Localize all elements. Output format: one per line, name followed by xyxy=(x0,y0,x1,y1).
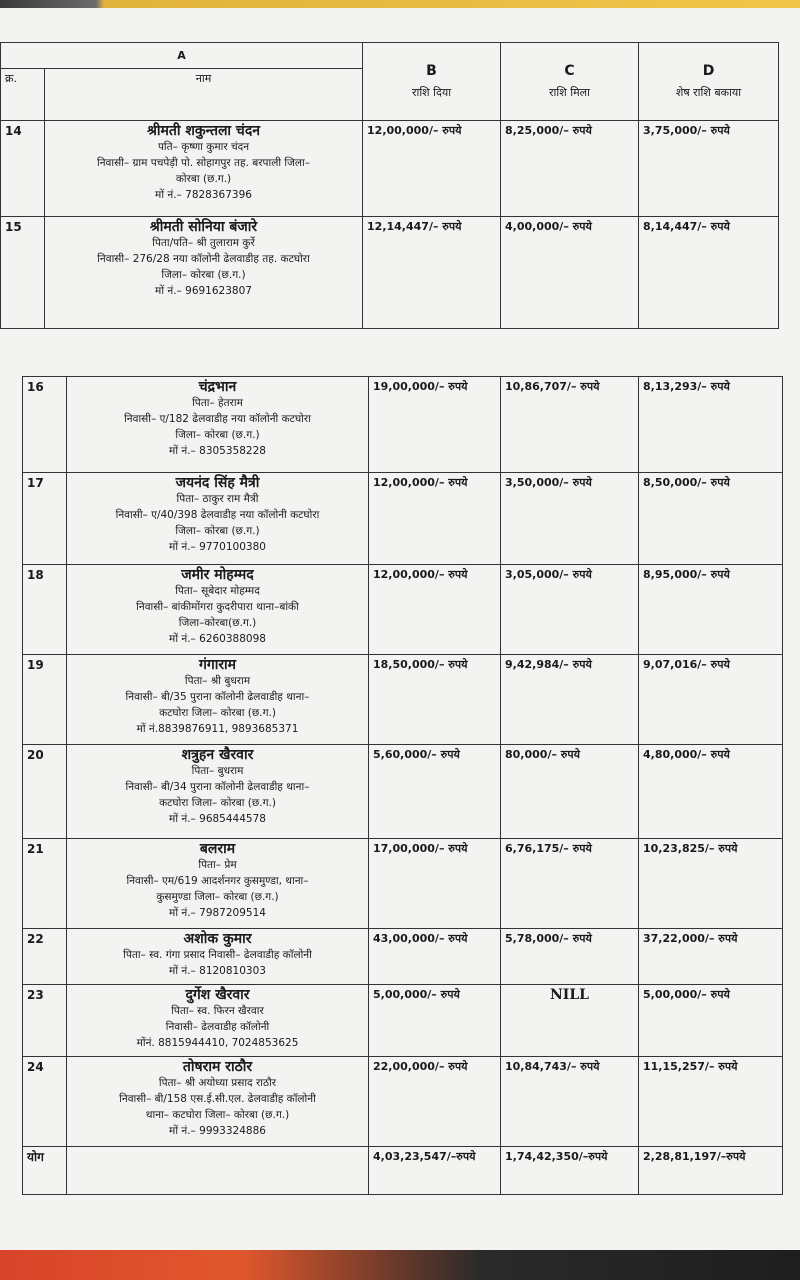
serial-number: 15 xyxy=(1,217,45,329)
person-cell xyxy=(67,565,369,655)
amount-b: 43,00,000/– रुपये xyxy=(369,929,501,985)
amount-d: 8,50,000/– रुपये xyxy=(639,473,783,565)
person-name: दुर्गेश खैरवार xyxy=(185,987,250,1003)
person-detail-l4: मों नं.– 8305358228 xyxy=(169,445,266,457)
amount-d: 3,75,000/– रुपये xyxy=(639,121,779,217)
amount-b: 5,00,000/– रुपये xyxy=(369,985,501,1057)
person-cell xyxy=(67,839,369,929)
total-amount-d: 2,28,81,197/–रुपये xyxy=(639,1147,783,1195)
table-row xyxy=(23,745,783,839)
bottom-table xyxy=(22,376,783,1195)
person-name: गंगाराम xyxy=(198,657,237,673)
person-cell xyxy=(67,655,369,745)
person-detail-l4: मों नं.– 7987209514 xyxy=(169,907,266,919)
person-detail-l3: कटघोरा जिला– कोरबा (छ.ग.) xyxy=(159,707,276,719)
person-cell xyxy=(67,377,369,473)
amount-b: 22,00,000/– रुपये xyxy=(369,1057,501,1147)
amount-b: 17,00,000/– रुपये xyxy=(369,839,501,929)
amount-b: 19,00,000/– रुपये xyxy=(369,377,501,473)
col-d-label: शेष राशि बकाया xyxy=(675,85,742,99)
person-cell xyxy=(67,1057,369,1147)
table-row xyxy=(23,839,783,929)
person-detail-l4: मों नं.– 9770100380 xyxy=(169,541,266,553)
amount-b: 12,00,000/– रुपये xyxy=(369,473,501,565)
serial-number: 16 xyxy=(23,377,67,473)
person-cell xyxy=(67,745,369,839)
person-detail-l4: मों नं.8839876911, 9893685371 xyxy=(136,723,299,735)
top-table xyxy=(0,42,779,329)
col-d-letter: D xyxy=(702,62,715,79)
amount-d: 4,80,000/– रुपये xyxy=(639,745,783,839)
amount-b: 5,60,000/– रुपये xyxy=(369,745,501,839)
person-name: अशोक कुमार xyxy=(183,931,252,947)
person-detail-l3: मोंनं. 8815944410, 7024853625 xyxy=(136,1037,299,1049)
person-detail-l1: पिता– श्री अयोध्या प्रसाद राठौर xyxy=(158,1077,277,1089)
person-detail-l2: निवासी– 276/28 नया कॉलोनी ढेलवाडीह तह. कटघोरा xyxy=(97,253,310,265)
table-row xyxy=(1,217,779,329)
person-cell xyxy=(67,929,369,985)
person-detail-l3: जिला– कोरबा (छ.ग.) xyxy=(161,269,246,281)
serial-number: 23 xyxy=(23,985,67,1057)
person-detail-l2: निवासी– बी/158 एस.ई.सी.एल. ढेलवाडीह कॉलोनी xyxy=(119,1093,316,1105)
table-row xyxy=(23,929,783,985)
person-detail-l3: कटघोरा जिला– कोरबा (छ.ग.) xyxy=(159,797,276,809)
table-row xyxy=(23,377,783,473)
col-b-letter: B xyxy=(426,62,437,79)
col-c-label: राशि मिला xyxy=(549,85,590,99)
amount-d: 11,15,257/– रुपये xyxy=(639,1057,783,1147)
person-detail-l3: कोरबा (छ.ग.) xyxy=(175,173,232,185)
person-name: जयनंद सिंह मैत्री xyxy=(175,475,260,491)
person-detail-l4: मों नं.– 6260388098 xyxy=(169,633,266,645)
amount-d: 37,22,000/– रुपये xyxy=(639,929,783,985)
person-detail-l3: जिला–कोरबा(छ.ग.) xyxy=(178,617,257,629)
amount-d: 5,00,000/– रुपये xyxy=(639,985,783,1057)
bottom-edge-strip xyxy=(0,1250,800,1280)
serial-number: 20 xyxy=(23,745,67,839)
person-detail-l2: मों नं.– 8120810303 xyxy=(169,965,266,977)
person-detail-l1: पिता– हेतराम xyxy=(192,397,243,409)
col-a-header: A xyxy=(1,43,363,69)
person-detail-l1: पिता– श्री बुधराम xyxy=(184,675,251,687)
table-row xyxy=(1,121,779,217)
person-detail-l1: पिता– ठाकुर राम मैत्री xyxy=(176,493,259,505)
name-header: नाम xyxy=(45,69,363,121)
person-detail-l3: जिला– कोरबा (छ.ग.) xyxy=(175,525,260,537)
amount-b: 12,00,000/– रुपये xyxy=(369,565,501,655)
serial-header: क्र. xyxy=(1,69,45,121)
person-detail-l3: कुसमुण्डा जिला– कोरबा (छ.ग.) xyxy=(156,891,279,903)
amount-c: 10,86,707/– रुपये xyxy=(501,377,639,473)
person-cell xyxy=(45,217,363,329)
col-c-header xyxy=(501,43,639,121)
amount-b: 12,00,000/– रुपये xyxy=(363,121,501,217)
table-row xyxy=(23,985,783,1057)
person-name: शत्रुहन खैरवार xyxy=(181,747,254,763)
total-amount-c: 1,74,42,350/–रुपये xyxy=(501,1147,639,1195)
col-b-label: राशि दिया xyxy=(411,85,452,99)
amount-c: 9,42,984/– रुपये xyxy=(501,655,639,745)
person-detail-l1: पिता– सूबेदार मोहम्मद xyxy=(175,585,260,597)
person-detail-l1: पिता– प्रेम xyxy=(198,859,237,871)
person-name: श्रीमती शकुन्तला चंदन xyxy=(146,123,261,139)
amount-d: 9,07,016/– रुपये xyxy=(639,655,783,745)
amount-d: 10,23,825/– रुपये xyxy=(639,839,783,929)
col-d-header xyxy=(639,43,779,121)
person-detail-l2: निवासी– एम/619 आदर्शनगर कुसमुण्डा, थाना– xyxy=(126,875,309,887)
amount-c: 3,50,000/– रुपये xyxy=(501,473,639,565)
person-name: जमीर मोहम्मद xyxy=(181,567,254,583)
amount-b: 18,50,000/– रुपये xyxy=(369,655,501,745)
serial-number: 21 xyxy=(23,839,67,929)
amount-d: 8,13,293/– रुपये xyxy=(639,377,783,473)
amount-c: 5,78,000/– रुपये xyxy=(501,929,639,985)
person-detail-l2: निवासी– बांकीमोंगरा कुदरीपारा थाना–बांकी xyxy=(136,601,299,613)
amount-c: 6,76,175/– रुपये xyxy=(501,839,639,929)
amount-c: 3,05,000/– रुपये xyxy=(501,565,639,655)
amount-d: 8,14,447/– रुपये xyxy=(639,217,779,329)
serial-number: 24 xyxy=(23,1057,67,1147)
amount-c: 80,000/– रुपये xyxy=(501,745,639,839)
serial-number: 14 xyxy=(1,121,45,217)
person-detail-l1: पिता– बुधराम xyxy=(191,765,244,777)
person-detail-l4: मों नं.– 9691623807 xyxy=(155,285,252,297)
person-cell xyxy=(67,473,369,565)
serial-number: 22 xyxy=(23,929,67,985)
table-row xyxy=(23,655,783,745)
table-row xyxy=(23,565,783,655)
person-name: बलराम xyxy=(199,841,236,857)
amount-c: 8,25,000/– रुपये xyxy=(501,121,639,217)
person-detail-l1: पिता– स्व. फिरन खैरवार xyxy=(171,1005,264,1017)
amount-c: 4,00,000/– रुपये xyxy=(501,217,639,329)
amount-b: 12,14,447/– रुपये xyxy=(363,217,501,329)
col-b-header xyxy=(363,43,501,121)
amount-d: 8,95,000/– रुपये xyxy=(639,565,783,655)
person-name: चंद्रभान xyxy=(198,379,237,395)
serial-number: 18 xyxy=(23,565,67,655)
person-detail-l2: निवासी– ए/182 ढेलवाडीह नया कॉलोनी कटघोरा xyxy=(124,413,311,425)
amount-c: 10,84,743/– रुपये xyxy=(501,1057,639,1147)
person-detail-l2: निवासी– ए/40/398 ढेलवाडीह नया कॉलोनी कटघोरा xyxy=(115,509,320,521)
person-name: श्रीमती सोनिया बंजारे xyxy=(149,219,258,235)
table-row xyxy=(23,1057,783,1147)
amount-c: NILL xyxy=(501,985,639,1057)
total-label: योग xyxy=(23,1147,67,1195)
table-row xyxy=(23,473,783,565)
person-detail-l4: मों नं.– 9993324886 xyxy=(169,1125,266,1137)
person-detail-l4: मों नं.– 7828367396 xyxy=(155,189,252,201)
person-detail-l2: निवासी– बी/35 पुराना कॉलोनी ढेलवाडीह थाना– xyxy=(125,691,310,703)
total-empty xyxy=(67,1147,369,1195)
total-row xyxy=(23,1147,783,1195)
person-cell xyxy=(67,985,369,1057)
person-detail-l3: जिला– कोरबा (छ.ग.) xyxy=(175,429,260,441)
person-detail-l4: मों नं.– 9685444578 xyxy=(169,813,266,825)
serial-number: 19 xyxy=(23,655,67,745)
person-detail-l3: थाना– कटघोरा जिला– कोरबा (छ.ग.) xyxy=(145,1109,290,1121)
person-cell xyxy=(45,121,363,217)
person-detail-l1: पिता/पति– श्री तुलाराम कुर्रे xyxy=(152,237,255,249)
col-c-letter: C xyxy=(564,62,575,79)
serial-number: 17 xyxy=(23,473,67,565)
person-detail-l1: पिता– स्व. गंगा प्रसाद निवासी– ढेलवाडीह कॉलोनी xyxy=(123,949,312,961)
person-detail-l1: पति– कृष्णा कुमार चंदन xyxy=(157,141,250,153)
total-amount-b: 4,03,23,547/–रुपये xyxy=(369,1147,501,1195)
person-detail-l2: निवासी– ग्राम पचपेड़ी पो. सोहागपुर तह. बरपाली जिला– xyxy=(97,157,311,169)
person-detail-l2: निवासी– बी/34 पुराना कॉलोनी ढेलवाडीह थाना– xyxy=(125,781,310,793)
person-detail-l2: निवासी– ढेलवाडीह कॉलोनी xyxy=(165,1021,270,1033)
person-name: तोषराम राठौर xyxy=(182,1059,253,1075)
